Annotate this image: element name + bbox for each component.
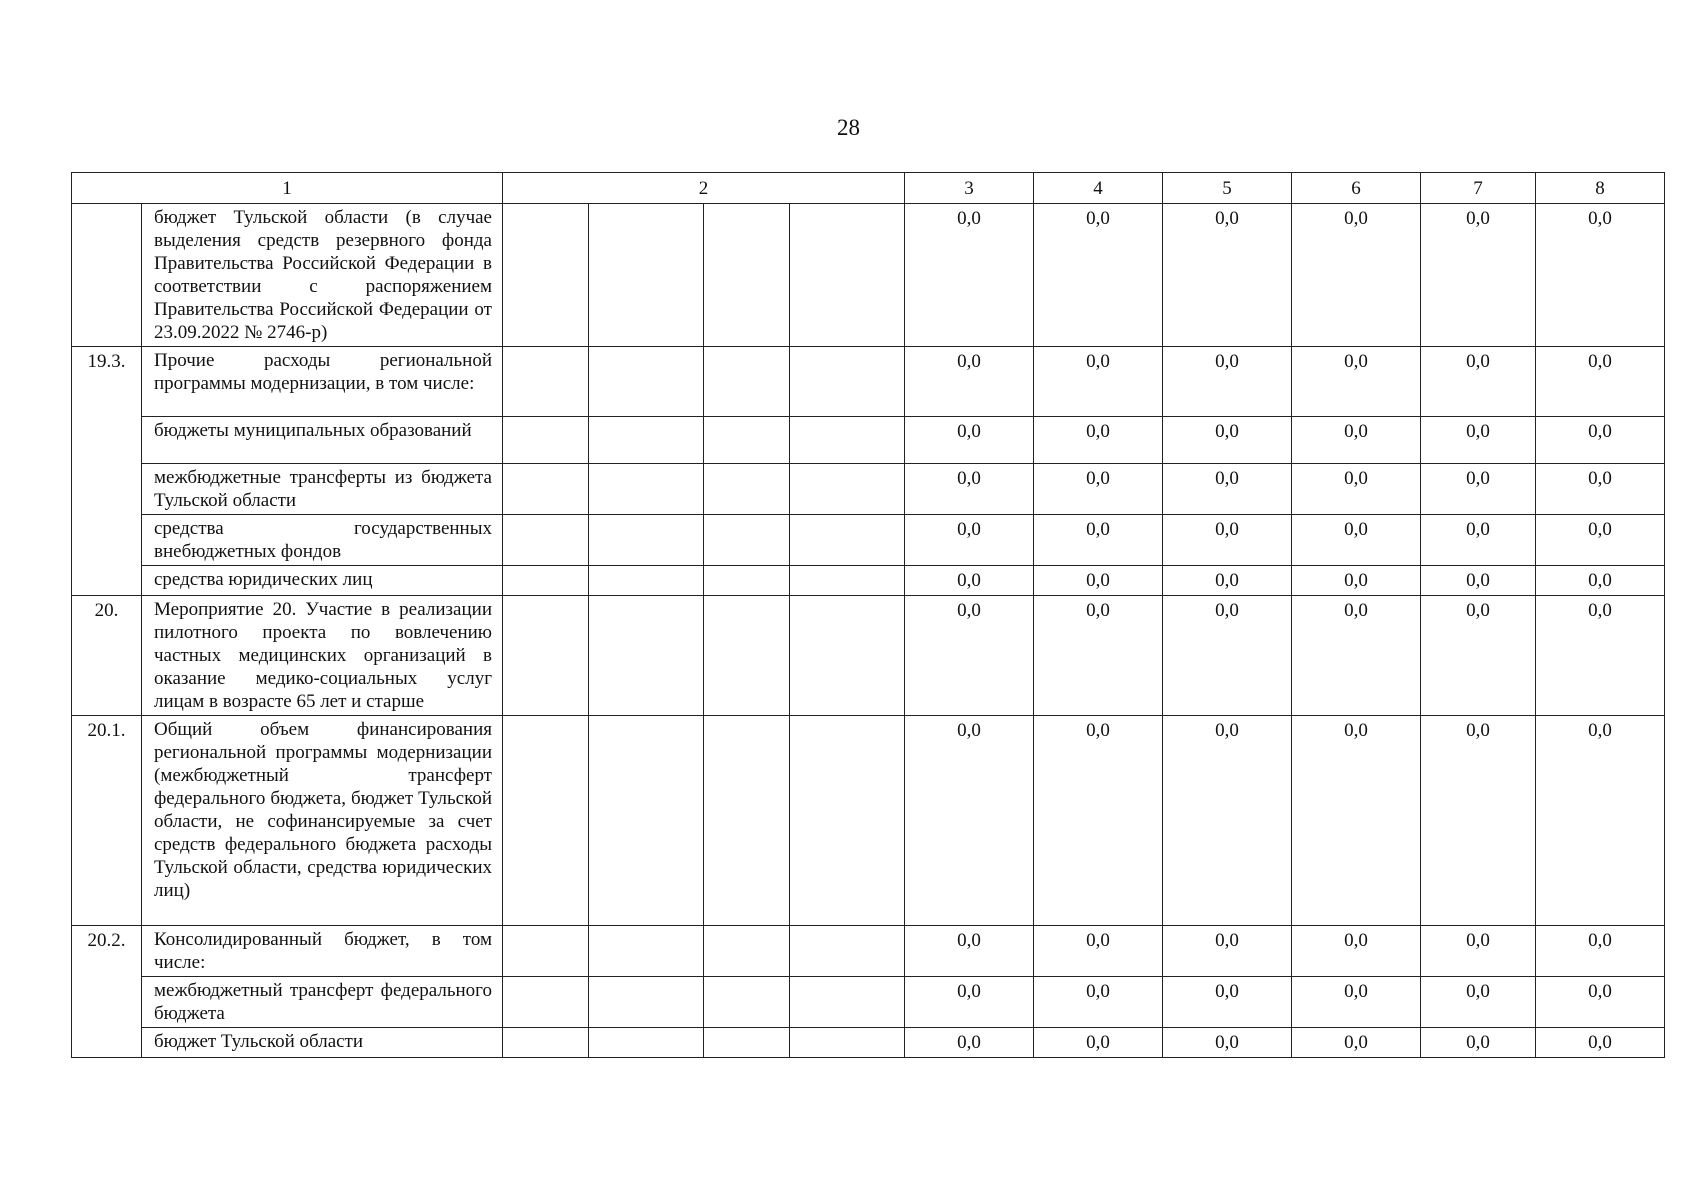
value-cell-col-3: 0,0 (905, 566, 1034, 596)
value-cell-col-3: 0,0 (905, 716, 1034, 926)
value-cell-col-3: 0,0 (905, 204, 1034, 347)
value-cell-col-5: 0,0 (1163, 566, 1292, 596)
empty-code-cell (790, 417, 905, 464)
value-cell-col-8: 0,0 (1536, 926, 1665, 977)
column-header-3: 3 (905, 173, 1034, 204)
table-row (72, 566, 1665, 596)
empty-code-cell (790, 566, 905, 596)
value-cell-col-6: 0,0 (1292, 566, 1421, 596)
empty-code-cell (704, 596, 790, 716)
empty-code-cell (589, 977, 704, 1028)
value-cell-col-8: 0,0 (1536, 566, 1665, 596)
value-cell-col-4: 0,0 (1034, 977, 1163, 1028)
value-cell-col-8: 0,0 (1536, 977, 1665, 1028)
table-row (72, 977, 1665, 1028)
empty-code-cell (589, 464, 704, 515)
value-cell-col-6: 0,0 (1292, 1028, 1421, 1058)
value-cell-col-5: 0,0 (1163, 464, 1292, 515)
row-code (72, 566, 142, 596)
empty-code-cell (704, 977, 790, 1028)
empty-code-cell (790, 464, 905, 515)
empty-code-cell (503, 204, 589, 347)
row-code: 20.2. (72, 926, 142, 977)
empty-code-cell (589, 596, 704, 716)
empty-code-cell (589, 716, 704, 926)
row-code (72, 515, 142, 566)
empty-code-cell (503, 464, 589, 515)
row-description: бюджет Тульской области (в случае выделения средств резервного фонда Правительства Российской Федерации в соответствии с распоряжением Правительства Российской Федерации от 23.09.2022 № 2746-р) (142, 204, 503, 347)
value-cell-col-5: 0,0 (1163, 347, 1292, 417)
header-row (72, 173, 1665, 204)
row-description: бюджет Тульской области (142, 1028, 503, 1058)
value-cell-col-4: 0,0 (1034, 347, 1163, 417)
empty-code-cell (704, 417, 790, 464)
table-body (72, 204, 1665, 1058)
empty-code-cell (589, 417, 704, 464)
empty-code-cell (790, 716, 905, 926)
empty-code-cell (589, 926, 704, 977)
value-cell-col-6: 0,0 (1292, 204, 1421, 347)
table-row (72, 464, 1665, 515)
value-cell-col-7: 0,0 (1421, 204, 1536, 347)
value-cell-col-6: 0,0 (1292, 417, 1421, 464)
empty-code-cell (704, 464, 790, 515)
value-cell-col-4: 0,0 (1034, 716, 1163, 926)
value-cell-col-4: 0,0 (1034, 515, 1163, 566)
value-cell-col-8: 0,0 (1536, 1028, 1665, 1058)
empty-code-cell (589, 347, 704, 417)
column-header-2: 2 (503, 173, 905, 204)
column-header-1: 1 (72, 173, 503, 204)
value-cell-col-3: 0,0 (905, 926, 1034, 977)
column-header-4: 4 (1034, 173, 1163, 204)
row-description: Прочие расходы региональной программы модернизации, в том числе: (142, 347, 503, 417)
value-cell-col-4: 0,0 (1034, 204, 1163, 347)
empty-code-cell (503, 716, 589, 926)
budget-table (71, 172, 1665, 1058)
value-cell-col-6: 0,0 (1292, 464, 1421, 515)
empty-code-cell (790, 347, 905, 417)
empty-code-cell (704, 926, 790, 977)
table-row (72, 926, 1665, 977)
value-cell-col-5: 0,0 (1163, 926, 1292, 977)
row-description: Мероприятие 20. Участие в реализации пилотного проекта по вовлечению частных медицинских организаций в оказание медико-социальных услуг лицам в возрасте 65 лет и старше (142, 596, 503, 716)
row-code (72, 417, 142, 464)
empty-code-cell (790, 926, 905, 977)
row-code: 20. (72, 596, 142, 716)
value-cell-col-7: 0,0 (1421, 926, 1536, 977)
value-cell-col-8: 0,0 (1536, 596, 1665, 716)
value-cell-col-6: 0,0 (1292, 716, 1421, 926)
value-cell-col-7: 0,0 (1421, 347, 1536, 417)
empty-code-cell (503, 1028, 589, 1058)
table-row (72, 417, 1665, 464)
value-cell-col-8: 0,0 (1536, 204, 1665, 347)
table-row (72, 1028, 1665, 1058)
value-cell-col-6: 0,0 (1292, 347, 1421, 417)
value-cell-col-6: 0,0 (1292, 977, 1421, 1028)
value-cell-col-6: 0,0 (1292, 515, 1421, 566)
empty-code-cell (790, 977, 905, 1028)
value-cell-col-7: 0,0 (1421, 1028, 1536, 1058)
empty-code-cell (704, 716, 790, 926)
value-cell-col-7: 0,0 (1421, 566, 1536, 596)
empty-code-cell (790, 596, 905, 716)
value-cell-col-5: 0,0 (1163, 1028, 1292, 1058)
value-cell-col-5: 0,0 (1163, 515, 1292, 566)
empty-code-cell (503, 515, 589, 566)
empty-code-cell (503, 926, 589, 977)
value-cell-col-7: 0,0 (1421, 977, 1536, 1028)
value-cell-col-4: 0,0 (1034, 596, 1163, 716)
value-cell-col-6: 0,0 (1292, 926, 1421, 977)
empty-code-cell (589, 566, 704, 596)
table-row (72, 716, 1665, 926)
row-code (72, 1028, 142, 1058)
value-cell-col-5: 0,0 (1163, 716, 1292, 926)
row-description: межбюджетный трансферт федерального бюджета (142, 977, 503, 1028)
value-cell-col-7: 0,0 (1421, 716, 1536, 926)
row-description: средства государственных внебюджетных фондов (142, 515, 503, 566)
row-description: Консолидированный бюджет, в том числе: (142, 926, 503, 977)
value-cell-col-3: 0,0 (905, 596, 1034, 716)
row-description: средства юридических лиц (142, 566, 503, 596)
table-row (72, 515, 1665, 566)
value-cell-col-4: 0,0 (1034, 566, 1163, 596)
value-cell-col-8: 0,0 (1536, 716, 1665, 926)
row-description: межбюджетные трансферты из бюджета Тульской области (142, 464, 503, 515)
value-cell-col-4: 0,0 (1034, 417, 1163, 464)
value-cell-col-4: 0,0 (1034, 926, 1163, 977)
empty-code-cell (503, 977, 589, 1028)
page-number: 28 (837, 115, 860, 140)
column-header-5: 5 (1163, 173, 1292, 204)
value-cell-col-7: 0,0 (1421, 515, 1536, 566)
row-code: 19.3. (72, 347, 142, 417)
empty-code-cell (589, 515, 704, 566)
column-header-8: 8 (1536, 173, 1665, 204)
value-cell-col-4: 0,0 (1034, 464, 1163, 515)
column-header-7: 7 (1421, 173, 1536, 204)
row-code (72, 977, 142, 1028)
value-cell-col-5: 0,0 (1163, 977, 1292, 1028)
value-cell-col-8: 0,0 (1536, 417, 1665, 464)
empty-code-cell (503, 566, 589, 596)
empty-code-cell (503, 347, 589, 417)
value-cell-col-8: 0,0 (1536, 464, 1665, 515)
row-description: бюджеты муниципальных образований (142, 417, 503, 464)
value-cell-col-8: 0,0 (1536, 515, 1665, 566)
value-cell-col-7: 0,0 (1421, 596, 1536, 716)
empty-code-cell (589, 204, 704, 347)
empty-code-cell (790, 515, 905, 566)
empty-code-cell (790, 1028, 905, 1058)
value-cell-col-3: 0,0 (905, 515, 1034, 566)
empty-code-cell (704, 204, 790, 347)
value-cell-col-5: 0,0 (1163, 204, 1292, 347)
column-header-6: 6 (1292, 173, 1421, 204)
value-cell-col-3: 0,0 (905, 1028, 1034, 1058)
value-cell-col-3: 0,0 (905, 977, 1034, 1028)
empty-code-cell (503, 417, 589, 464)
row-code: 20.1. (72, 716, 142, 926)
value-cell-col-4: 0,0 (1034, 1028, 1163, 1058)
empty-code-cell (704, 515, 790, 566)
row-code (72, 204, 142, 347)
value-cell-col-5: 0,0 (1163, 417, 1292, 464)
value-cell-col-7: 0,0 (1421, 417, 1536, 464)
value-cell-col-3: 0,0 (905, 464, 1034, 515)
table-row (72, 596, 1665, 716)
table-row (72, 347, 1665, 417)
value-cell-col-5: 0,0 (1163, 596, 1292, 716)
table-row (72, 204, 1665, 347)
empty-code-cell (704, 1028, 790, 1058)
value-cell-col-7: 0,0 (1421, 464, 1536, 515)
empty-code-cell (503, 596, 589, 716)
empty-code-cell (790, 204, 905, 347)
value-cell-col-6: 0,0 (1292, 596, 1421, 716)
empty-code-cell (704, 566, 790, 596)
value-cell-col-8: 0,0 (1536, 347, 1665, 417)
empty-code-cell (589, 1028, 704, 1058)
empty-code-cell (704, 347, 790, 417)
value-cell-col-3: 0,0 (905, 417, 1034, 464)
row-description: Общий объем финансирования региональной программы модернизации (межбюджетный трансферт федерального бюджета, бюджет Тульской области, не софинансируемые за счет средств федерального бюджета расходы Тульской области, средства юридических лиц) (142, 716, 503, 926)
value-cell-col-3: 0,0 (905, 347, 1034, 417)
row-code (72, 464, 142, 515)
